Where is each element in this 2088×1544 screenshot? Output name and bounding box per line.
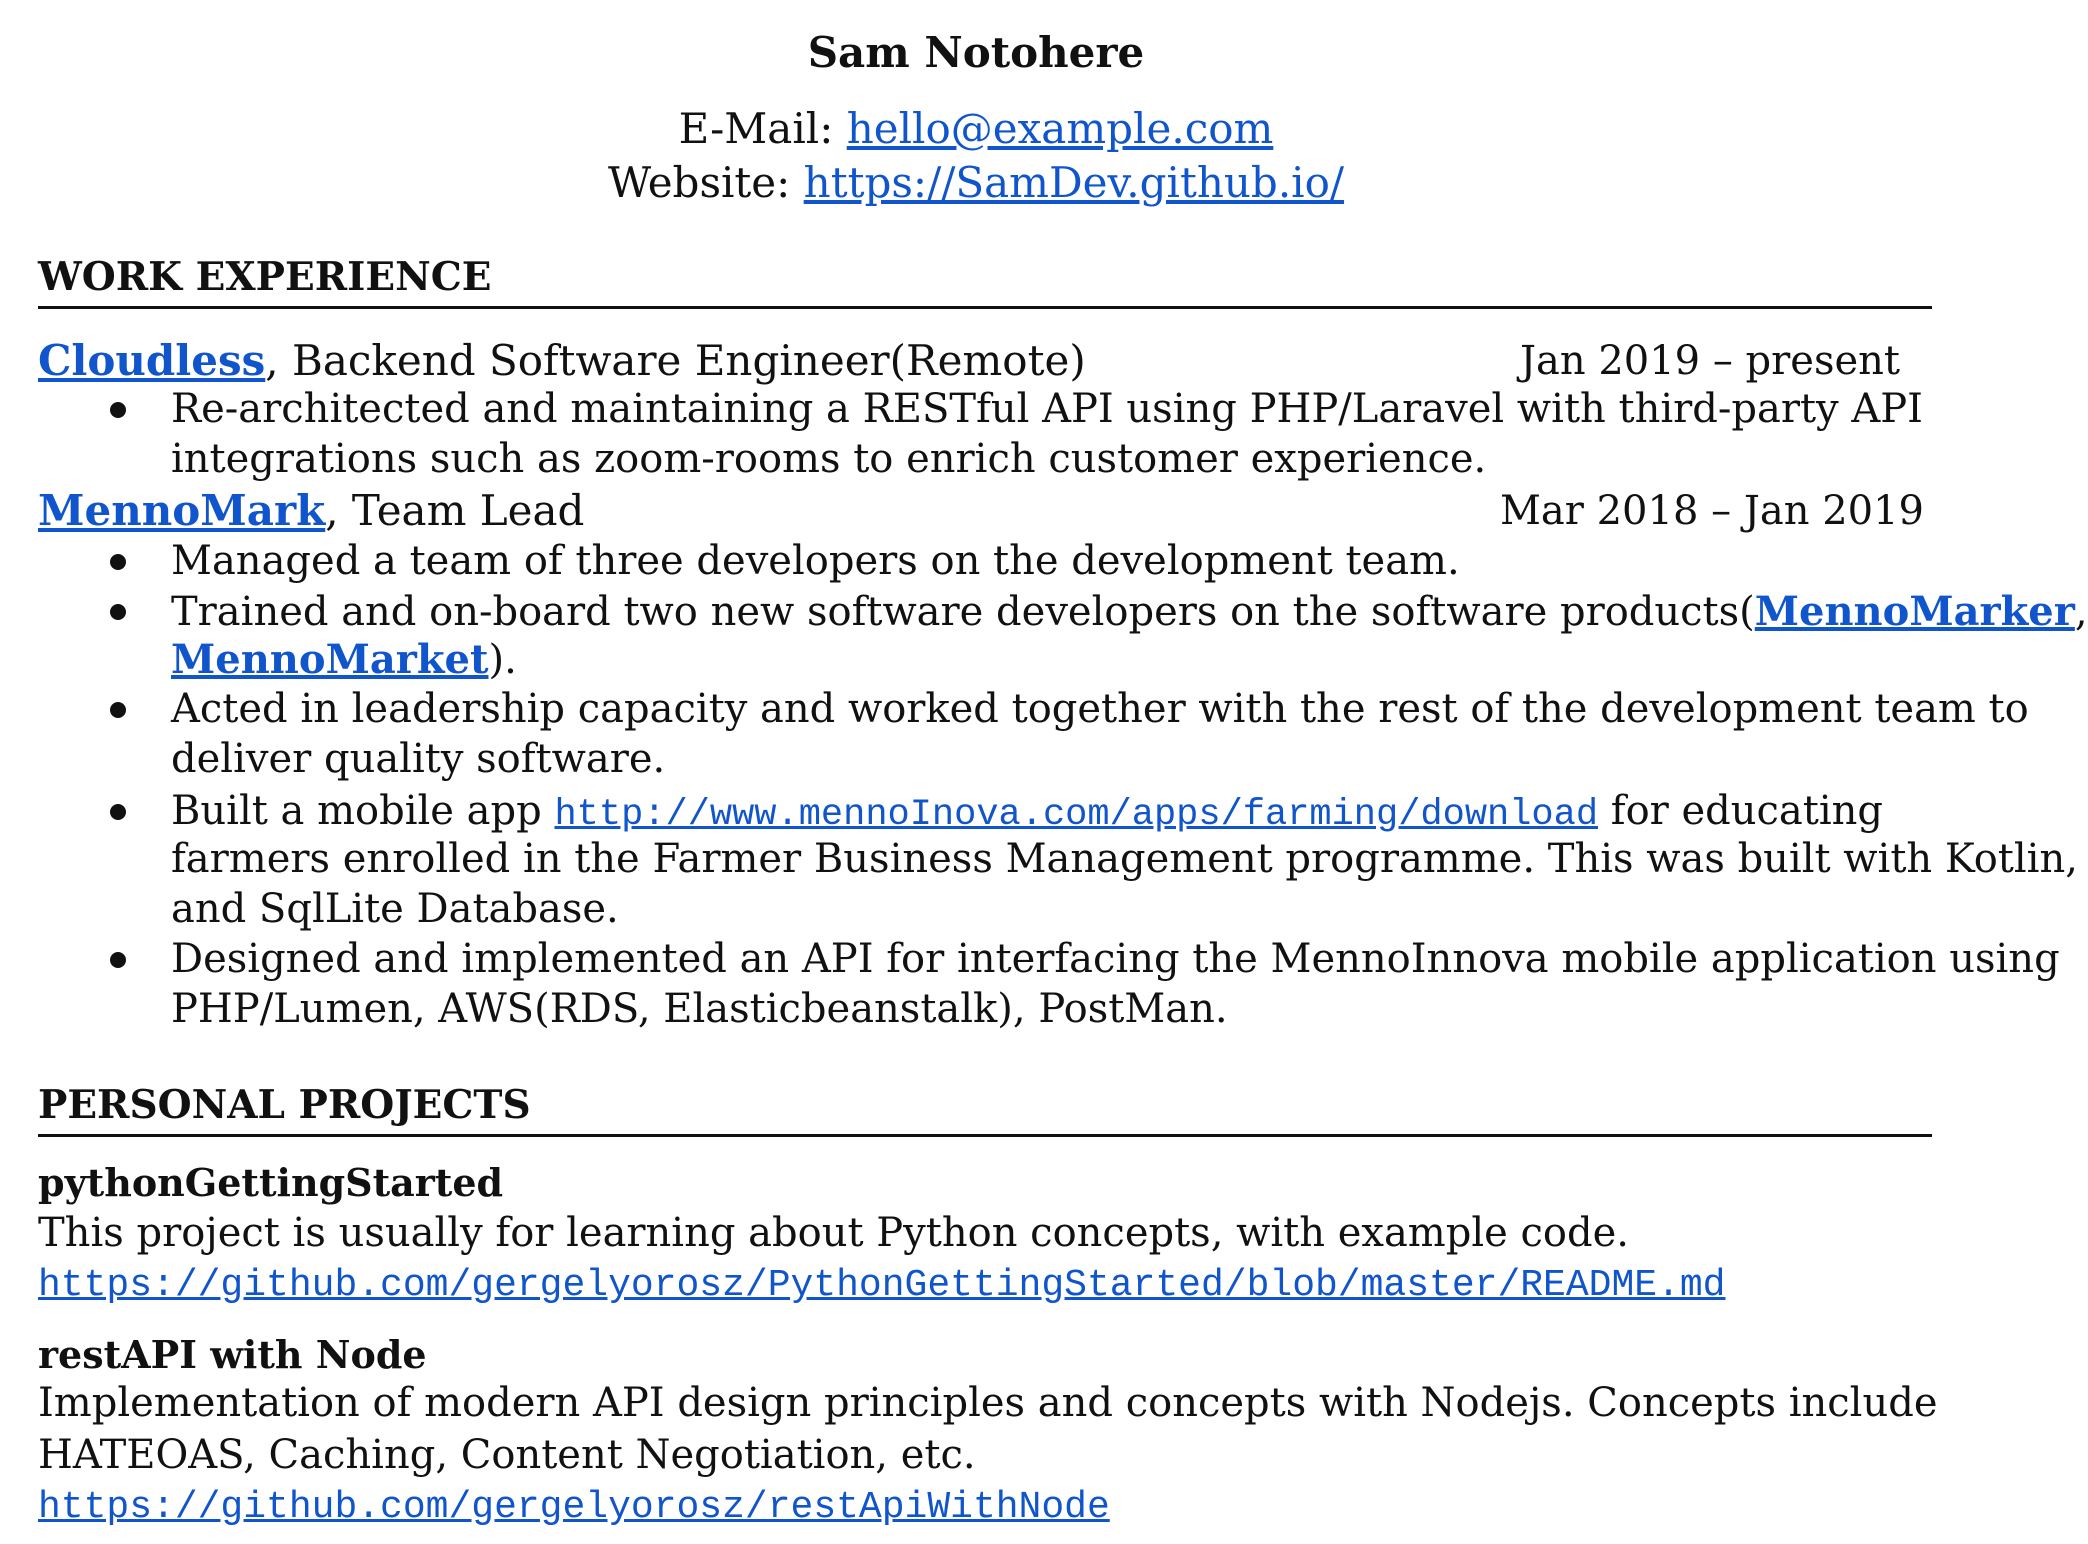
bullet-text: ). — [488, 637, 517, 683]
bullet-text: for educating — [1598, 788, 1884, 834]
bullet-line: farmers enrolled in the Farmer Business Management programme. This was built with Kotlin, — [171, 836, 2078, 882]
project-title: pythonGettingStarted — [38, 1160, 504, 1205]
company-link-cloudless[interactable]: Cloudless — [38, 336, 266, 385]
project-title: restAPI with Node — [38, 1332, 427, 1377]
website-line — [0, 158, 1952, 207]
bullet-line — [171, 788, 1883, 836]
product-link-mennomarker[interactable]: MennoMarker — [1754, 588, 2075, 635]
website-link[interactable]: https://SamDev.github.io/ — [803, 158, 1345, 207]
job-role: , Team Lead — [325, 486, 585, 535]
job-role: , Backend Software Engineer(Remote) — [265, 336, 1086, 385]
personal-projects-heading: PERSONAL PROJECTS — [38, 1082, 531, 1128]
bullet-line: and SqlLite Database. — [171, 886, 619, 932]
app-download-link[interactable]: http://www.mennoInova.com/apps/farming/download — [554, 794, 1599, 836]
bullet-dot — [110, 604, 126, 620]
job-title-line — [38, 486, 584, 535]
job-title-line — [38, 336, 1086, 385]
bullet-line: Acted in leadership capacity and worked together with the rest of the development team to — [171, 686, 2029, 732]
bullet-line: Designed and implemented an API for interfacing the MennoInnova mobile application using — [171, 936, 2060, 982]
website-label: Website: — [607, 158, 804, 207]
bullet-line: Managed a team of three developers on the development team. — [171, 538, 1460, 584]
bullet-line: PHP/Lumen, AWS(RDS, Elasticbeanstalk), PostMan. — [171, 986, 1228, 1032]
project-description: This project is usually for learning about Python concepts, with example code. — [38, 1210, 1629, 1256]
section-divider — [38, 1134, 1932, 1137]
company-link-mennomark[interactable]: MennoMark — [38, 486, 326, 535]
bullet-line: integrations such as zoom-rooms to enrich customer experience. — [171, 436, 1487, 482]
project-link-pythongettingstarted[interactable]: https://github.com/gergelyorosz/PythonGettingStarted/blob/master/README.md — [38, 1264, 1726, 1307]
project-link-restapiwithnode[interactable]: https://github.com/gergelyorosz/restApiWithNode — [38, 1486, 1110, 1529]
bullet-dot — [110, 702, 126, 718]
product-link-mennomarket[interactable]: MennoMarket — [171, 636, 489, 683]
job-dates: Mar 2018 – Jan 2019 — [1499, 488, 1924, 534]
project-description: HATEOAS, Caching, Content Negotiation, etc. — [38, 1432, 976, 1478]
bullet-dot — [110, 952, 126, 968]
bullet-line — [171, 636, 517, 683]
bullet-dot — [110, 804, 126, 820]
bullet-text: Trained and on-board two new software developers on the software products( — [171, 589, 1755, 635]
email-link[interactable]: hello@example.com — [846, 104, 1274, 153]
work-experience-heading: WORK EXPERIENCE — [38, 254, 492, 300]
email-line — [0, 104, 1952, 153]
separator: , — [2074, 589, 2088, 635]
email-label: E-Mail: — [678, 104, 847, 153]
bullet-text: Built a mobile app — [171, 788, 555, 834]
bullet-line: deliver quality software. — [171, 736, 666, 782]
section-divider — [38, 306, 1932, 309]
bullet-dot — [110, 402, 126, 418]
job-dates: Jan 2019 – present — [1519, 338, 1900, 384]
bullet-dot — [110, 554, 126, 570]
candidate-name: Sam Notohere — [807, 28, 1145, 77]
project-description: Implementation of modern API design principles and concepts with Nodejs. Concepts include — [38, 1380, 1938, 1426]
bullet-line — [171, 588, 2088, 635]
bullet-line: Re-architected and maintaining a RESTful API using PHP/Laravel with third-party API — [171, 386, 1923, 432]
